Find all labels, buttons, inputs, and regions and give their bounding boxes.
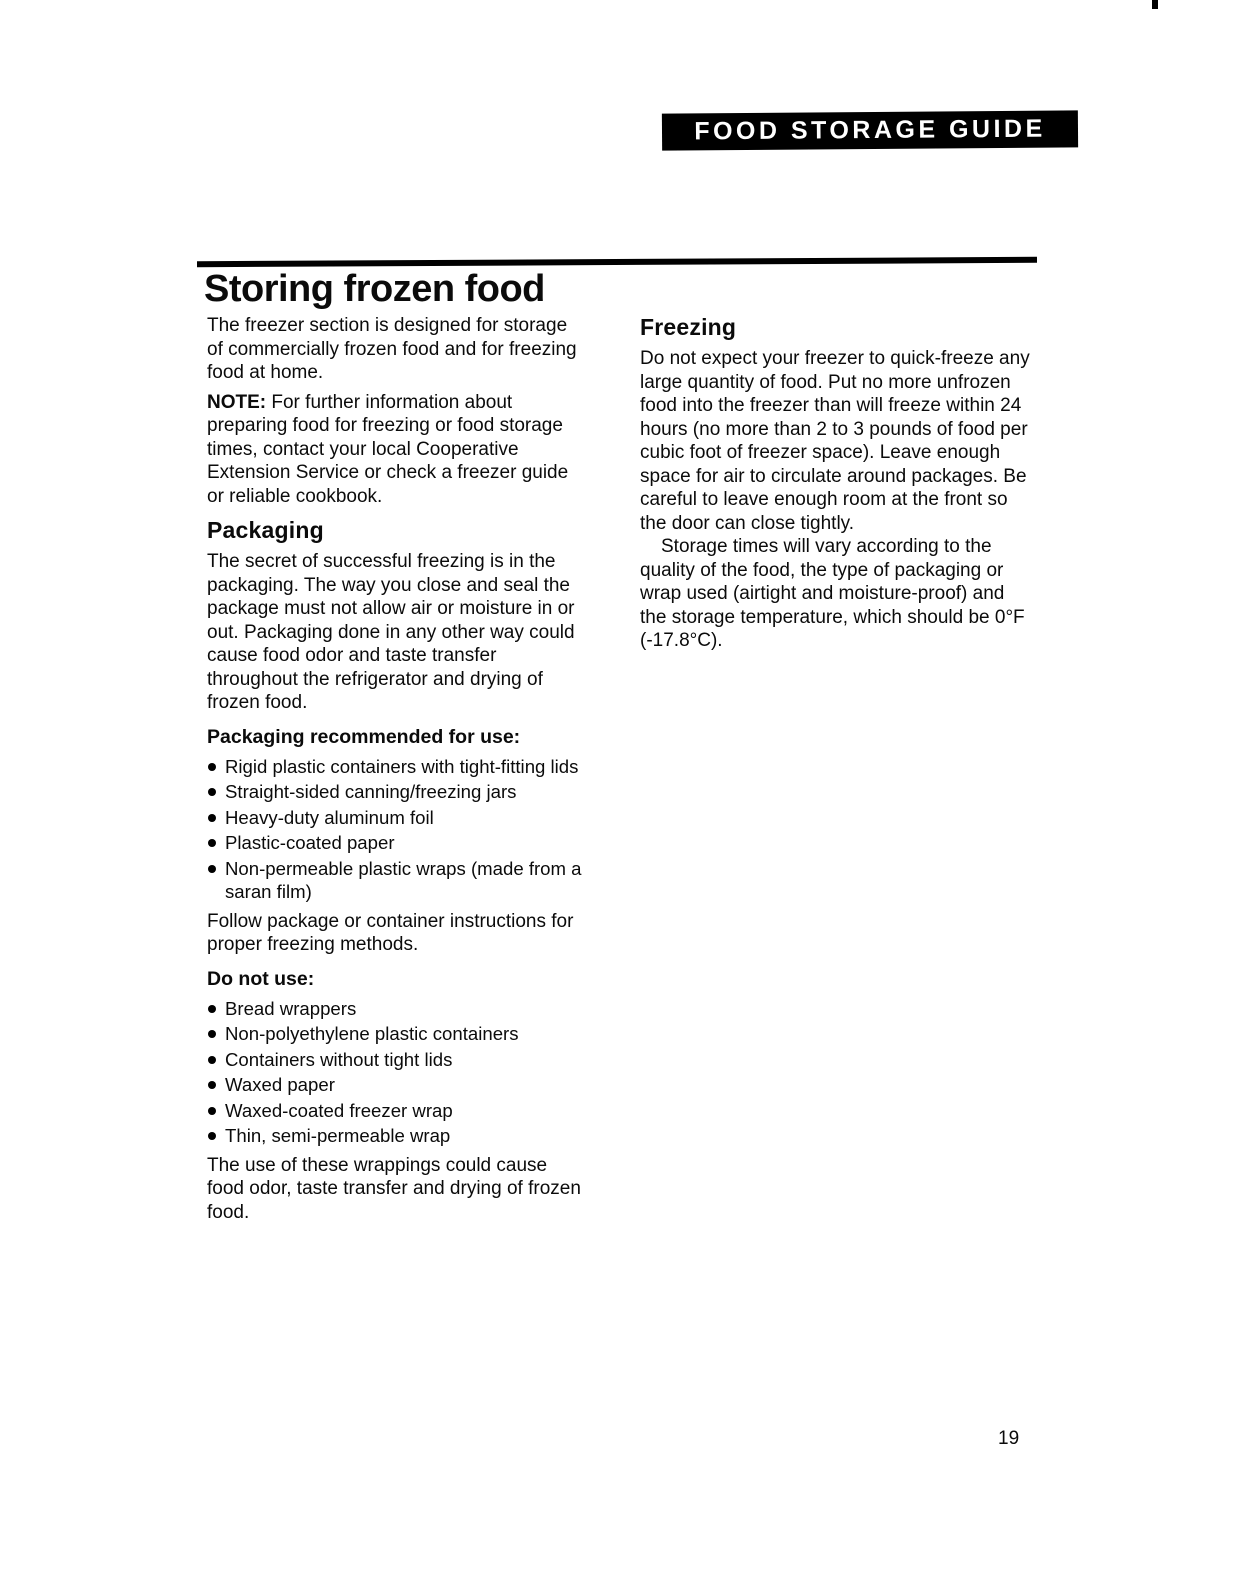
- list-item: Plastic-coated paper: [207, 831, 585, 855]
- registration-tick: [1152, 0, 1158, 9]
- packaging-heading: Packaging: [207, 517, 324, 543]
- note-text: For further information about preparing food for freezing or food storage times, contact your local Cooperative Extension Service or check a freezer guide or reliable cookbook.: [207, 391, 569, 507]
- freezing-paragraph-1: Do not expect your freezer to quick-freeze any large quantity of food. Put no more unfrozen food into the freezer than will freeze within 24 hours (no more than 2 to 3 pounds of food per cubic foot of freezer space). Leave enough space for air to circulate around packages. Be careful to leave enough room at the front so the door can close tightly.: [640, 348, 1030, 534]
- list-item: Thin, semi-permeable wrap: [207, 1124, 585, 1148]
- recommended-list: [207, 755, 585, 904]
- list-item: Non-polyethylene plastic containers: [207, 1022, 585, 1046]
- closing-paragraph: The use of these wrappings could cause food odor, taste transfer and drying of frozen food.: [207, 1154, 581, 1223]
- list-item: Heavy-duty aluminum foil: [207, 806, 585, 830]
- note-label: NOTE:: [207, 391, 267, 413]
- page-title: Storing frozen food: [204, 268, 545, 310]
- title-rule: [197, 257, 1037, 267]
- right-column: [640, 314, 1030, 659]
- page-number: 19: [998, 1428, 1020, 1449]
- list-item: Waxed-coated freezer wrap: [207, 1099, 585, 1123]
- left-column: [207, 314, 585, 1230]
- do-not-use-list: [207, 997, 585, 1148]
- header-banner: [662, 110, 1078, 150]
- note-paragraph: [207, 391, 585, 509]
- freezing-paragraph-2: Storage times will vary according to the quality of the food, the type of packaging or wrap used (airtight and moisture-proof) and the storage temperature, which should be 0°F (-17.8°C).: [640, 536, 1025, 651]
- recommended-subheading: Packaging recommended for use:: [207, 725, 521, 748]
- list-item: Straight-sided canning/freezing jars: [207, 780, 585, 804]
- freezing-heading: Freezing: [640, 314, 737, 340]
- follow-paragraph: Follow package or container instructions for proper freezing methods.: [207, 910, 574, 955]
- list-item: Rigid plastic containers with tight-fitting lids: [207, 755, 585, 779]
- packaging-body-paragraph: The secret of successful freezing is in the packaging. The way you close and seal the package must not allow air or moisture in or out. Packaging done in any other way could cause food odor and taste transfer throughout the refrigerator and drying of frozen food.: [207, 551, 575, 713]
- list-item: Waxed paper: [207, 1073, 585, 1097]
- list-item: Containers without tight lids: [207, 1048, 585, 1072]
- header-banner-label: FOOD STORAGE GUIDE: [694, 114, 1046, 146]
- intro-paragraph: The freezer section is designed for storage of commercially frozen food and for freezing food at home.: [207, 315, 577, 383]
- list-item: Non-permeable plastic wraps (made from a saran film): [207, 857, 585, 904]
- list-item: Bread wrappers: [207, 997, 585, 1021]
- do-not-use-subheading: Do not use:: [207, 967, 315, 990]
